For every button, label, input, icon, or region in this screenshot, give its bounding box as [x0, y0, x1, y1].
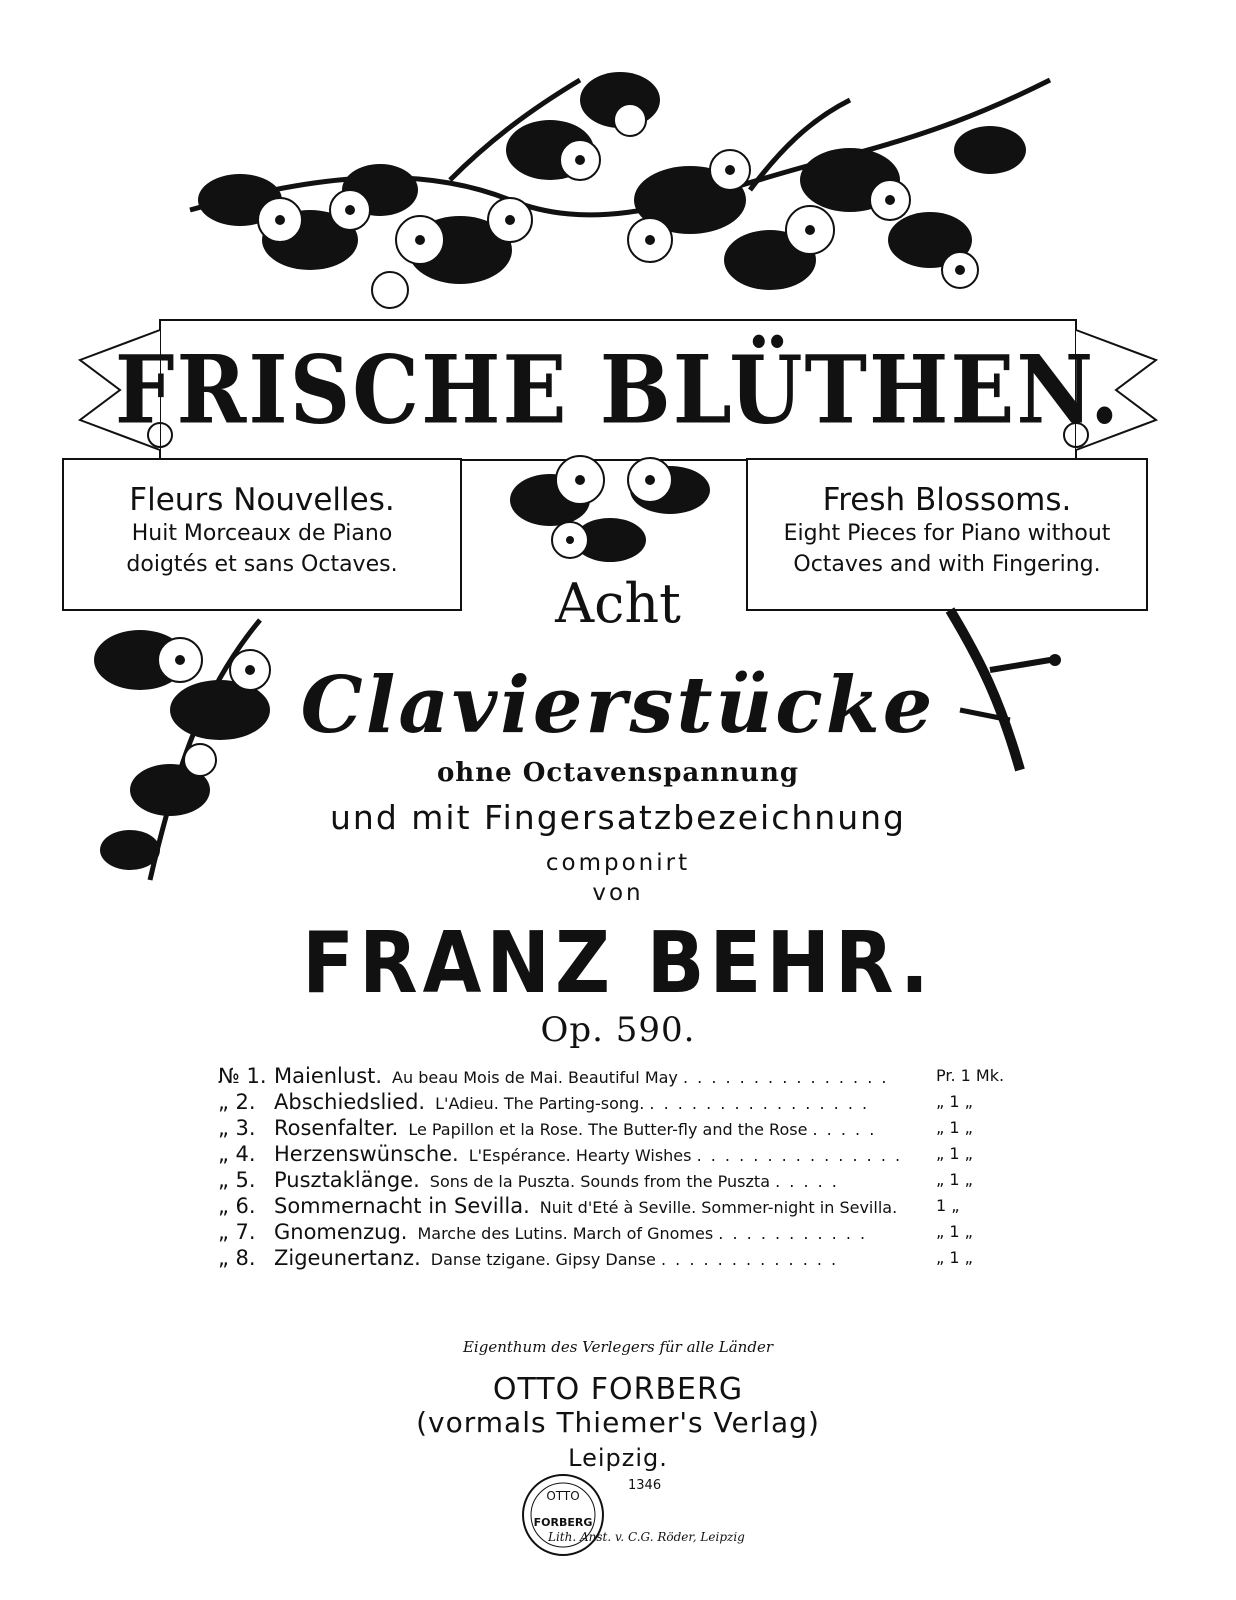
- piece-number: „ 5.: [218, 1168, 256, 1192]
- leader-dots: . . . . .: [775, 1172, 839, 1191]
- list-item: [218, 1142, 1018, 1168]
- componirt-text: componirt: [545, 850, 691, 876]
- list-item: [218, 1168, 1018, 1194]
- piece-number: „ 7.: [218, 1220, 256, 1244]
- piece-subtitle: Au beau Mois de Mai. Beautiful May: [392, 1068, 678, 1087]
- piece-subtitle: Nuit d'Eté à Seville. Sommer-night in Sevilla.: [539, 1198, 898, 1217]
- piece-subtitle: Danse tzigane. Gipsy Danse: [430, 1250, 656, 1269]
- publisher-name: OTTO FORBERG: [492, 1372, 744, 1407]
- clavierstuecke-heading: Clavierstücke: [300, 660, 936, 751]
- french-line-2: doigtés et sans Octaves.: [126, 552, 398, 577]
- piece-number: „ 6.: [218, 1194, 256, 1218]
- piece-title: Herzenswünsche.: [274, 1142, 459, 1166]
- plate-number: 1346: [628, 1478, 662, 1493]
- floral-decoration-top: [150, 40, 1070, 340]
- stamp-bottom-text: FORBERG: [533, 1516, 593, 1529]
- leader-dots: . . . . . . . . . . . . . . .: [682, 1068, 889, 1087]
- piece-title: Rosenfalter.: [274, 1116, 399, 1140]
- ohne-octavenspannung: ohne Octavenspannung: [436, 758, 800, 788]
- pieces-list: [218, 1064, 1018, 1272]
- piece-title: Pusztaklänge.: [274, 1168, 420, 1192]
- publisher-stamp: [518, 1470, 608, 1560]
- piece-title: Maienlust.: [274, 1064, 383, 1088]
- composer-name: FRANZ BEHR.: [302, 912, 934, 1013]
- page-title: FRISCHE BLÜTHEN.: [114, 334, 1122, 445]
- publisher-formerly: (vormals Thiemer's Verlag): [416, 1406, 820, 1439]
- leader-dots: . . . . . . . . . . . . .: [660, 1250, 839, 1269]
- piece-number: № 1.: [218, 1064, 267, 1088]
- stamp-top-text: OTTO: [546, 1489, 580, 1503]
- piece-subtitle: L'Adieu. The Parting-song.: [435, 1094, 645, 1113]
- piece-subtitle: Marche des Lutins. March of Gnomes: [417, 1224, 714, 1243]
- rights-notice: Eigenthum des Verlegers für alle Länder: [462, 1338, 773, 1356]
- list-item: [218, 1194, 1018, 1220]
- english-heading: Fresh Blossoms.: [822, 482, 1072, 518]
- piece-number: „ 2.: [218, 1090, 256, 1114]
- piece-title: Abschiedslied.: [274, 1090, 426, 1114]
- publisher-city: Leipzig.: [568, 1444, 668, 1472]
- von-text: von: [592, 880, 644, 906]
- list-item: [218, 1090, 1018, 1116]
- piece-subtitle: L'Espérance. Hearty Wishes: [468, 1146, 692, 1165]
- english-line-2: Octaves and with Fingering.: [793, 552, 1101, 577]
- leader-dots: . . . . .: [812, 1120, 877, 1139]
- piece-price: „ 1 „: [936, 1248, 973, 1267]
- leader-dots: . . . . . . . . . . .: [718, 1224, 868, 1243]
- piece-title: Zigeunertanz.: [274, 1246, 421, 1270]
- english-line-1: Eight Pieces for Piano without: [783, 521, 1111, 546]
- piece-price: Pr. 1 Mk.: [936, 1066, 1005, 1085]
- list-item: [218, 1246, 1018, 1272]
- piece-subtitle: Sons de la Puszta. Sounds from the Puszta: [429, 1172, 770, 1191]
- list-item: [218, 1220, 1018, 1246]
- leader-dots: . . . . . . . . . . . . . . . .: [649, 1094, 870, 1113]
- floral-decoration-center: [490, 440, 740, 570]
- piece-title: Sommernacht in Sevilla.: [274, 1194, 530, 1218]
- piece-price: „ 1 „: [936, 1092, 973, 1111]
- piece-subtitle: Le Papillon et la Rose. The Butter-fly and the Rose: [408, 1120, 808, 1139]
- piece-number: „ 3.: [218, 1116, 256, 1140]
- list-item: [218, 1064, 1018, 1090]
- french-line-1: Huit Morceaux de Piano: [131, 521, 393, 546]
- engraver-credit: Lith. Anst. v. C.G. Röder, Leipzig: [548, 1530, 745, 1544]
- fingersatz-line: und mit Fingersatzbezeichnung: [330, 798, 906, 837]
- piece-price: 1 „: [936, 1196, 960, 1215]
- leader-dots: . . . . . . . . . . . . . . .: [696, 1146, 903, 1165]
- acht-text: Acht: [555, 572, 681, 635]
- piece-number: „ 8.: [218, 1246, 256, 1270]
- piece-price: „ 1 „: [936, 1118, 973, 1137]
- piece-number: „ 4.: [218, 1142, 256, 1166]
- piece-price: „ 1 „: [936, 1170, 973, 1189]
- list-item: [218, 1116, 1018, 1142]
- opus-number: Op. 590.: [540, 1010, 696, 1050]
- piece-price: „ 1 „: [936, 1144, 973, 1163]
- piece-price: „ 1 „: [936, 1222, 973, 1241]
- piece-title: Gnomenzug.: [274, 1220, 408, 1244]
- french-heading: Fleurs Nouvelles.: [129, 482, 395, 518]
